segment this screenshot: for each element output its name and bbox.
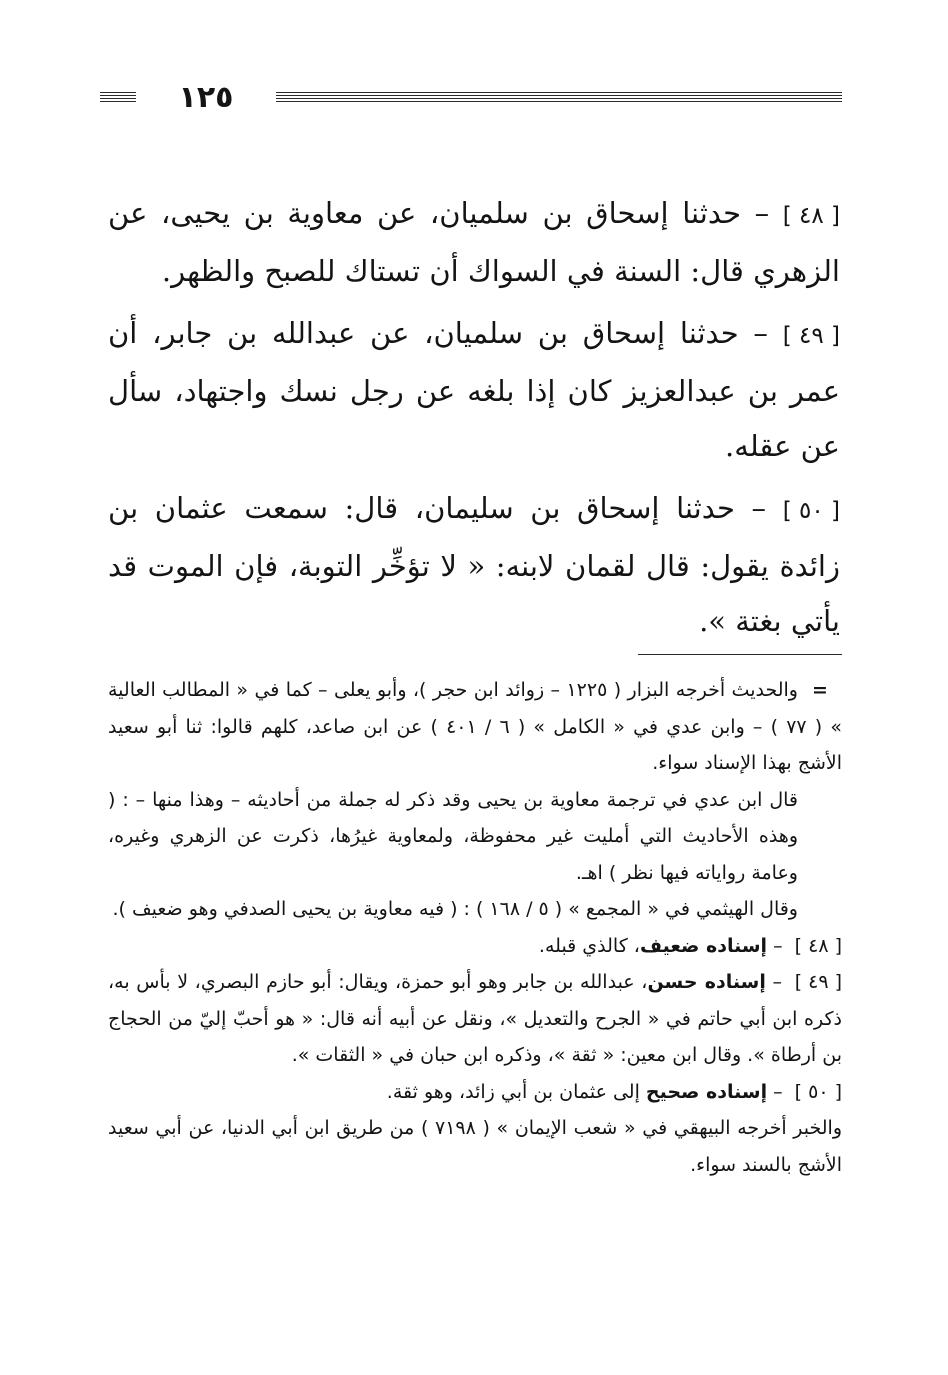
footnote-48 — [108, 928, 842, 965]
main-text — [108, 186, 840, 656]
footnote-text: ، عبدالله بن جابر وهو أبو حمزة، ويقال: أبو حازم البصري، لا بأس به، ذكره ابن أبي حاتم في « الجرح والتعديل »، ونقل عن أبيه أنه قال: « هو أحبّ إليّ من الحجاج بن أرطاة ». وقال ابن معين: « ثقة »، وذكره ابن حبان في « الثقات ». — [108, 971, 842, 1066]
footnote-grade: إسناده ضعيف — [639, 934, 768, 957]
footnote-dash: – — [772, 971, 783, 993]
hadith-number: [ ٤٨ ] — [782, 203, 841, 229]
hadith-number: [ ٤٩ ] — [782, 323, 841, 349]
footnote-bayhaqi: والخبر أخرجه البيهقي في « شعب الإيمان » ( ٧١٩٨ ) من طريق ابن أبي الدنيا، عن أبي سعيد الأشج بالسند سواء. — [108, 1117, 843, 1176]
footnote-grade: إسناده حسن — [647, 971, 766, 993]
footnote-text: ، كالذي قبله. — [538, 934, 640, 957]
hadith-text: – حدثنا إسحاق بن سلميان، عن معاوية بن يحيى، عن الزهري قال: السنة في السواك أن تستاك للصبح والظهر. — [108, 196, 840, 288]
footnote-haythami: وقال الهيثمي في « المجمع » ( ٥ / ١٦٨ ) : ( فيه معاوية بن يحيى الصدفي وهو ضعيف ). — [112, 898, 798, 920]
footnote-continuation — [108, 672, 842, 782]
page-number: ١٢٥ — [178, 80, 234, 115]
header-rule-right — [276, 92, 842, 106]
hadith-text: – حدثنا إسحاق بن سلميان، عن عبدالله بن جابر، أن عمر بن عبدالعزيز كان إذا بلغه عن رجل نسك واجتهاد، سأل عن عقله. — [108, 316, 840, 463]
footnote-dash: – — [773, 934, 783, 957]
footnote-49 — [108, 964, 842, 1074]
footnote-text: والحديث أخرجه البزار ( ١٢٢٥ – زوائد ابن حجر )، وأبو يعلى – كما في « المطالب العالية » ( ٧٧ ) – وابن عدي في « الكامل » ( ٦ / ٤٠١ ) عن ابن صاعد، كلهم قالوا: ثنا أبو سعيد الأشج بهذا الإسناد سواء. — [108, 679, 842, 774]
footnote-dash: – — [773, 1080, 783, 1103]
footnote-divider — [638, 654, 842, 655]
footnote-ibn-adi: قال ابن عدي في ترجمة معاوية بن يحيى وقد ذكر له جملة من أحاديثه – وهذا منها – : ( وهذه الأحاديث التي أمليت غير محفوظة، ولمعاوية غيرُها، ذكرت عن الزهري وغيره، وعامة رواياته فيها نظر ) اهـ. — [108, 788, 798, 884]
footnotes — [108, 672, 842, 1183]
hadith-50 — [108, 481, 840, 649]
footnote-grade: إسناده صحيح — [645, 1080, 768, 1103]
continuation-mark: = — [812, 679, 828, 701]
footnote-number: [ ٥٠ ] — [794, 1080, 842, 1103]
footnote-number: [ ٤٨ ] — [794, 934, 842, 957]
footnote-text: إلى عثمان بن أبي زائد، وهو ثقة. — [386, 1080, 646, 1103]
hadith-49 — [108, 306, 840, 474]
hadith-48 — [108, 186, 840, 299]
hadith-number: [ ٥٠ ] — [782, 498, 840, 524]
page-header — [96, 82, 842, 118]
footnote-number: [ ٤٩ ] — [794, 971, 843, 993]
footnote-50 — [108, 1074, 842, 1111]
header-rule-left — [100, 92, 136, 106]
hadith-text: – حدثنا إسحاق بن سليمان، قال: سمعت عثمان بن زائدة يقول: قال لقمان لابنه: « لا تؤخِّر التوبة، فإن الموت قد يأتي بغتة ». — [108, 491, 840, 638]
